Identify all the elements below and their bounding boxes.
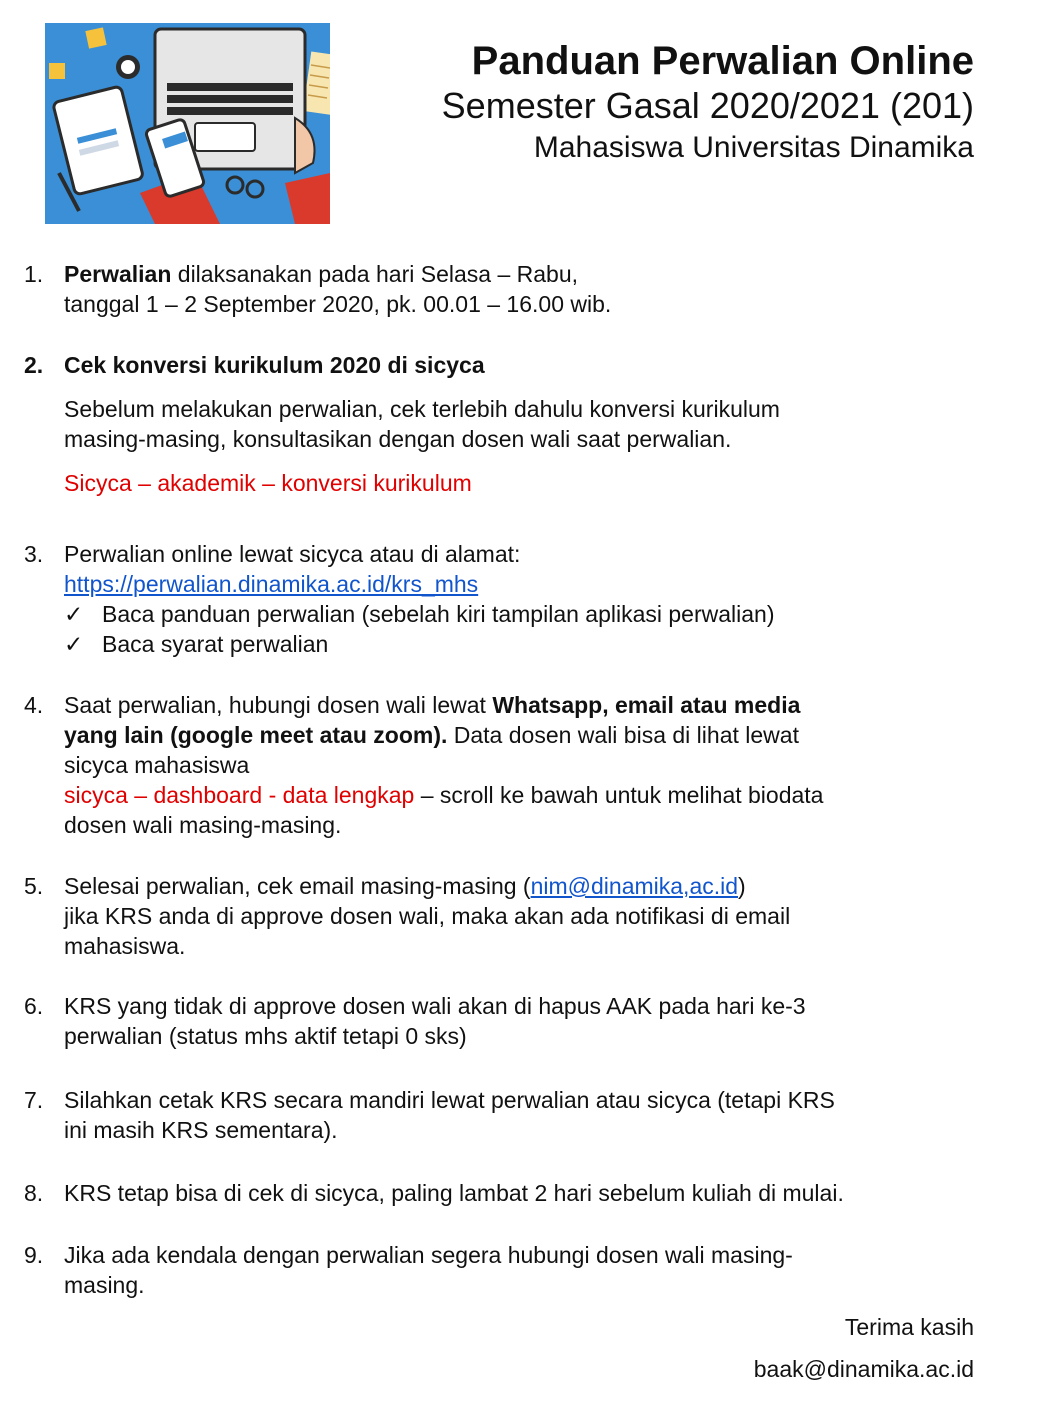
item-text: sicyca mahasiswa [64, 752, 250, 778]
semester-subtitle: Semester Gasal 2020/2021 (201) [441, 85, 974, 126]
item-text: ) [738, 873, 746, 899]
menu-path: sicyca – dashboard - data lengkap [64, 782, 415, 808]
item-text: Data dosen wali bisa di lihat lewat [447, 722, 799, 748]
item-text: – scroll ke bawah untuk melihat biodata [414, 782, 824, 808]
item-text: Silahkan cetak KRS secara mandiri lewat perwalian atau sicyca (tetapi KRS [64, 1087, 835, 1113]
item-bold-text: Perwalian [64, 261, 172, 287]
item-text: masing. [64, 1272, 145, 1298]
item-number: 2. [24, 352, 44, 378]
item-number: 9. [24, 1242, 44, 1268]
item-text: Saat perwalian, hubungi dosen wali lewat [64, 692, 493, 718]
item-number: 8. [24, 1180, 44, 1206]
item-text: masing-masing, konsultasikan dengan dosen wali saat perwalian. [64, 426, 732, 452]
item-number: 5. [24, 873, 44, 899]
item-bold-text: Whatsapp, email atau media [492, 692, 801, 718]
checklist-item [64, 599, 984, 629]
item-number: 7. [24, 1087, 44, 1113]
menu-path: Sicyca – akademik – konversi kurikulum [64, 470, 472, 496]
item-text: KRS yang tidak di approve dosen wali akan di hapus AAK pada hari ke-3 [64, 993, 806, 1019]
list-item-9 [24, 1240, 984, 1300]
list-item-7 [24, 1085, 984, 1145]
item-text: KRS tetap bisa di cek di sicyca, paling lambat 2 hari sebelum kuliah di mulai. [64, 1180, 844, 1206]
item-number: 3. [24, 541, 44, 567]
item-text: mahasiswa. [64, 933, 186, 959]
audience-subtitle: Mahasiswa Universitas Dinamika [533, 131, 974, 164]
list-item-3 [24, 539, 984, 659]
list-item-4 [24, 690, 984, 840]
checklist-text: Baca panduan perwalian (sebelah kiri tampilan aplikasi perwalian) [102, 601, 775, 627]
item-text: jika KRS anda di approve dosen wali, maka akan ada notifikasi di email [64, 903, 791, 929]
list-item-2 [24, 350, 984, 498]
laptop-phone-illustration [45, 23, 330, 224]
checklist-item [64, 629, 984, 659]
item-text: tanggal 1 – 2 September 2020, pk. 00.01 – 16.00 wib. [64, 291, 612, 317]
checkmark-icon: ✓ [64, 631, 84, 657]
list-item-1 [24, 259, 984, 319]
item-text: Perwalian online lewat sicyca atau di alamat: [64, 541, 521, 567]
item-bold-text: yang lain (google meet atau zoom). [64, 722, 448, 748]
contact-email: baak@dinamika.ac.id [753, 1356, 974, 1382]
item-heading: Cek konversi kurikulum 2020 di sicyca [64, 352, 485, 378]
title-block [442, 38, 974, 168]
list-item-8 [24, 1178, 984, 1208]
item-number: 6. [24, 993, 44, 1019]
item-text: ini masih KRS sementara). [64, 1117, 338, 1143]
item-text: dilaksanakan pada hari Selasa – Rabu, [171, 261, 579, 287]
item-text: Selesai perwalian, cek email masing-masing ( [64, 873, 531, 899]
checklist-text: Baca syarat perwalian [102, 631, 329, 657]
checkmark-icon: ✓ [64, 601, 84, 627]
list-item-5 [24, 871, 984, 961]
item-text: Jika ada kendala dengan perwalian segera hubungi dosen wali masing- [64, 1242, 793, 1268]
list-item-6 [24, 991, 984, 1051]
perwalian-link[interactable]: https://perwalian.dinamika.ac.id/krs_mhs [64, 571, 479, 597]
item-text: Sebelum melakukan perwalian, cek terlebih dahulu konversi kurikulum [64, 396, 780, 422]
item-text: dosen wali masing-masing. [64, 812, 342, 838]
item-number: 1. [24, 261, 44, 287]
page-title: Panduan Perwalian Online [471, 39, 974, 83]
email-link[interactable]: nim@dinamika,ac.id [530, 873, 739, 899]
closing-thanks: Terima kasih [844, 1314, 974, 1340]
item-number: 4. [24, 692, 44, 718]
item-text: perwalian (status mhs aktif tetapi 0 sks) [64, 1023, 467, 1049]
